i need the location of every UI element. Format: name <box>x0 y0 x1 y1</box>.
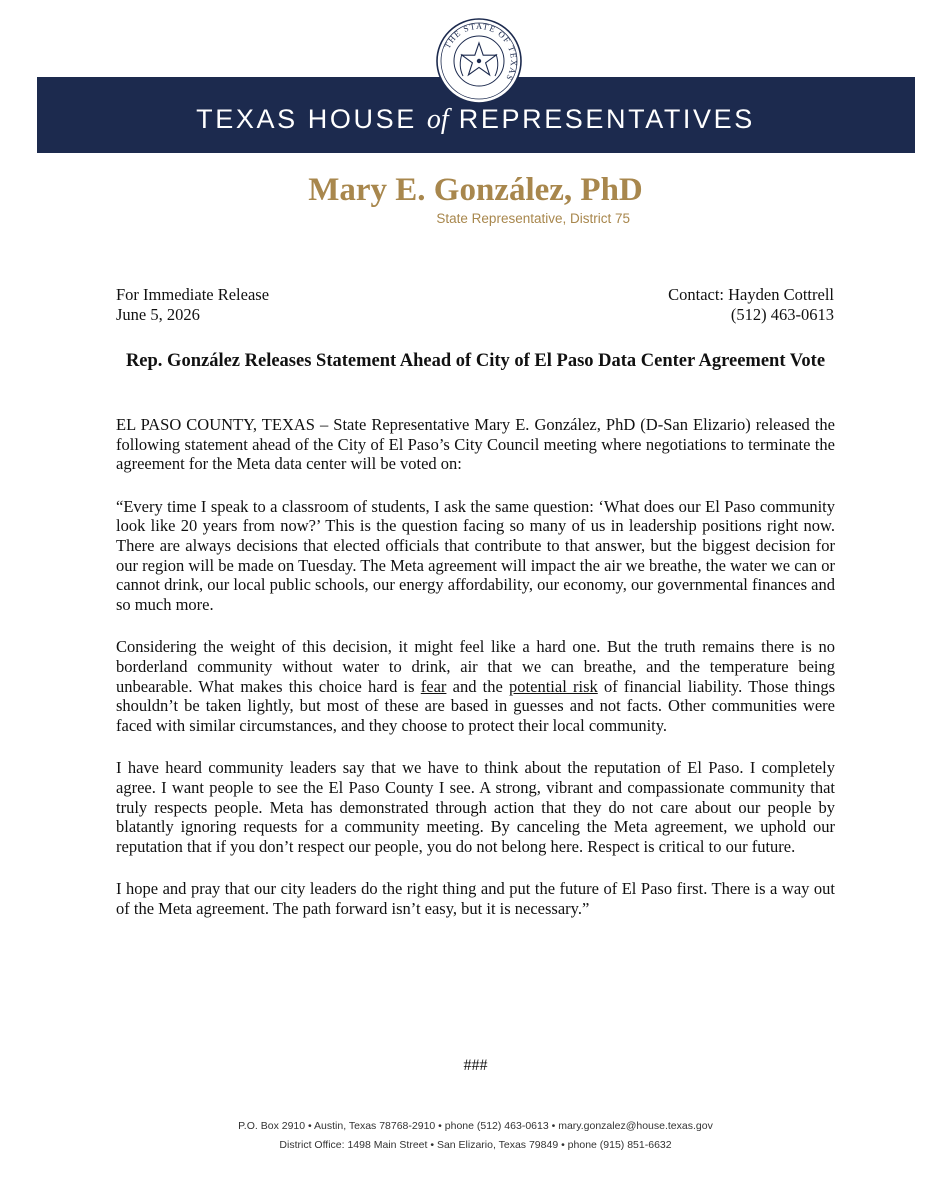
seal-ring-text: THE STATE OF TEXAS <box>441 20 520 84</box>
body-paragraph-3-part-a: Considering the weight of this decision, it might feel like a hard one. But the truth remains there is no borderland community without water to drink, air that we can breathe, and the temperature being unbearable. What makes this choice hard is <box>116 637 835 696</box>
underlined-potential-risk: potential risk <box>509 676 598 696</box>
release-info <box>116 285 269 325</box>
footer-address <box>0 1117 951 1155</box>
body-paragraph-4: I have heard community leaders say that we have to think about the reputation of El Paso. I completely agree. I want people to see the El Paso County I see. A strong, vibrant and compassionate community that truly respects people. Meta has demonstrated through action that they do not care about our people by blatantly ignoring requests for a community meeting. By canceling the Meta agreement, we uphold our reputation that if you don’t respect our people, you do not belong here. Respect is critical to our future. <box>116 758 835 856</box>
banner-title <box>0 102 951 137</box>
press-release-body <box>116 415 835 941</box>
representative-name: Mary E. González, PhD <box>308 172 643 208</box>
body-paragraph-3-part-c: of financial liability. Those things shouldn’t be taken lightly, but most of these are based in guesses and not facts. Other communities were faced with similar circumstances, and they choose to protect their local community. <box>116 676 836 735</box>
representative-title: State Representative, District 75 <box>436 211 630 226</box>
body-paragraph-3-part-b: and the <box>446 676 510 696</box>
press-release-headline: Rep. González Releases Statement Ahead of City of El Paso Data Center Agreement Vote <box>125 351 826 371</box>
contact-phone: (512) 463-0613 <box>730 305 834 324</box>
body-paragraph-2: “Every time I speak to a classroom of students, I ask the same question: ‘What does our El Paso community look like 20 years from now?’ This is the question facing so many of us in leadership positions right now. There are always decisions that elected officials that contribute to that answer, but the biggest decision for our region will be made on Tuesday. The Meta agreement will impact the air we breathe, the water we can or cannot drink, our local public schools, our energy affordability, our economy, our governmental finances and so much more. <box>116 496 835 614</box>
body-paragraph-5: I hope and pray that our city leaders do the right thing and put the future of El Paso first. There is a way out of the Meta agreement. The path forward isn’t easy, but it is necessary.” <box>116 879 835 918</box>
banner-title-of: of <box>426 104 449 135</box>
body-paragraph-1: EL PASO COUNTY, TEXAS – State Representative Mary E. González, PhD (D-San Elizario) released the following statement ahead of the City of El Paso’s City Council meeting where negotiations to terminate the agreement for the Meta data center will be voted on: <box>116 415 835 474</box>
texas-state-seal-icon <box>436 18 522 104</box>
footer-capitol-address: P.O. Box 2910 • Austin, Texas 78768-2910 • phone (512) 463-0613 • mary.gonzalez@house.texas.gov <box>238 1120 713 1132</box>
footer-district-address: District Office: 1498 Main Street • San Elizario, Texas 79849 • phone (915) 851-6632 <box>279 1139 672 1151</box>
release-date: June 5, 2026 <box>116 305 200 324</box>
underlined-fear: fear <box>420 676 447 696</box>
banner-title-part1: TEXAS HOUSE <box>196 104 427 134</box>
banner-title-part2: REPRESENTATIVES <box>448 104 755 134</box>
end-mark: ### <box>463 1057 488 1074</box>
body-paragraph-3 <box>116 637 835 735</box>
contact-label: Contact: Hayden Cottrell <box>668 285 834 304</box>
contact-info <box>668 285 834 325</box>
release-label: For Immediate Release <box>116 285 270 304</box>
